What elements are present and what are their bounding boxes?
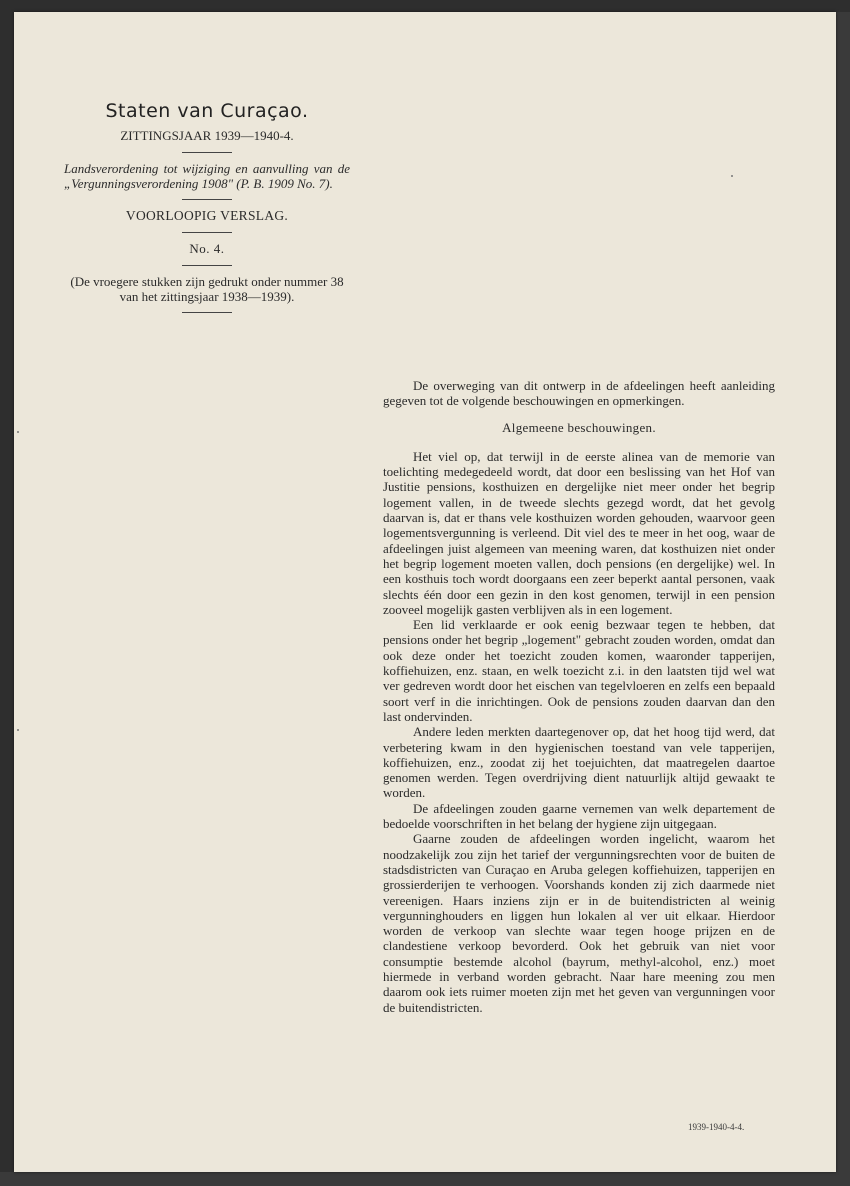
- session-year: ZITTINGSJAAR 1939—1940-4.: [120, 128, 294, 143]
- document-title: Staten van Curaçao.: [105, 100, 309, 122]
- divider: [182, 152, 232, 153]
- body-paragraph: Een lid verklaarde er ook eenig bezwaar tegen te hebben, dat pensions onder het begrip „logement" gebracht zouden worden, omdat dan ook deze onder het toezicht zouden komen, waaronder tapperijen, koffiehuizen, enz. staan, en welk toezicht z.i. in den laatsten tijd wel wat ver gedreven wordt door het eischen van tegelvloeren en zelfs een bepaald soort verf in die inrichtingen. Ook de pensions zouden daarvan dan den last ondervinden.: [383, 617, 775, 724]
- divider: [182, 265, 232, 266]
- intro-paragraph: De overweging van dit ontwerp in de afdeelingen heeft aanleiding gegeven tot de volgende beschouwingen en opmerkingen.: [383, 378, 775, 409]
- divider: [182, 199, 232, 200]
- document-code: 1939-1940-4-4.: [688, 1122, 745, 1132]
- section-heading: Algemeene beschouwingen.: [502, 419, 656, 435]
- paper-speck: [731, 175, 733, 177]
- divider: [182, 312, 232, 313]
- document-header: [62, 100, 352, 321]
- body-paragraph: Het viel op, dat terwijl in de eerste alinea van de memorie van toelichting medegedeeld wordt, dat door een beslissing van het Hof van Justitie pensions, kosthuizen en dergelijke niet meer onder het begrip logement vallen, in de tweede slechts gezegd wordt, dat het gevolg daarvan is, dat er thans vele kosthuizen worden gehouden, waarvoor geen logementsvergunning is verleend. Dit viel des te meer in het oog, waar de afdeelingen juist algemeen van meening waren, dat kosthuizen niet onder het begrip logement moeten vallen, doch pensions (en dergelijke) wel. In een kosthuis toch wordt doorgaans een zeer beperkt aantal personen, vaak slechts één door een gezin in den kost genomen, terwijl in een pension zooveel mogelijk gasten verblijven als in een logement.: [383, 448, 775, 617]
- document-number: No. 4.: [189, 241, 225, 256]
- document-body: [383, 378, 775, 1015]
- report-type: VOORLOOPIG VERSLAG.: [125, 208, 289, 223]
- law-title: Landsverordening tot wijziging en aanvulling van de „Vergunningsverordening 1908" (P. B. 1909 No. 7).: [64, 161, 350, 191]
- scan-edge-right: [836, 12, 850, 1186]
- scan-edge-bottom: [0, 1172, 850, 1186]
- divider: [182, 232, 232, 233]
- body-paragraph: Gaarne zouden de afdeelingen worden ingelicht, waarom het noodzakelijk zou zijn het tarief der vergunningsrechten voor de buiten de stadsdistricten van Curaçao en Aruba gelegen koffiehuizen, tapperijen en grossierderijen te verhoogen. Voorshands konden zij zich daarmede niet vereenigen. Haars inziens zijn er in de buitendistricten al weinig vergunninghouders en liggen hun lokalen al ver uit elkaar. Hierdoor worden de verkoop van slechte waar tegen hooge prijzen en de clandestiene verkoop bevorderd. Ook het gebruik van niet voor consumptie bestemde alcohol (bayrum, methyl-alcohol, enz.) moet hiermede in verband worden gebracht. Naar hare meening zou men daarom ook iets ruimer moeten zijn met het geven van vergunningen voor de buitendistricten.: [383, 831, 775, 1015]
- paper-speck: [17, 431, 19, 433]
- reference-note: (De vroegere stukken zijn gedrukt onder nummer 38 van het zittingsjaar 1938—1939).: [70, 274, 344, 304]
- body-paragraph: Andere leden merkten daartegenover op, dat het hoog tijd werd, dat verbetering kwam in den hygienischen toestand van vele tapperijen, koffiehuizen, enz., zoodat zij het toejuichten, dat maatregelen daartoe genomen werden. Tegen overdrijving dient natuurlijk altijd gewaakt te worden.: [383, 724, 775, 801]
- paper-speck: [17, 729, 19, 731]
- body-paragraph: De afdeelingen zouden gaarne vernemen van welk departement de bedoelde voorschriften in het belang der hygiene zijn uitgegaan.: [383, 800, 775, 832]
